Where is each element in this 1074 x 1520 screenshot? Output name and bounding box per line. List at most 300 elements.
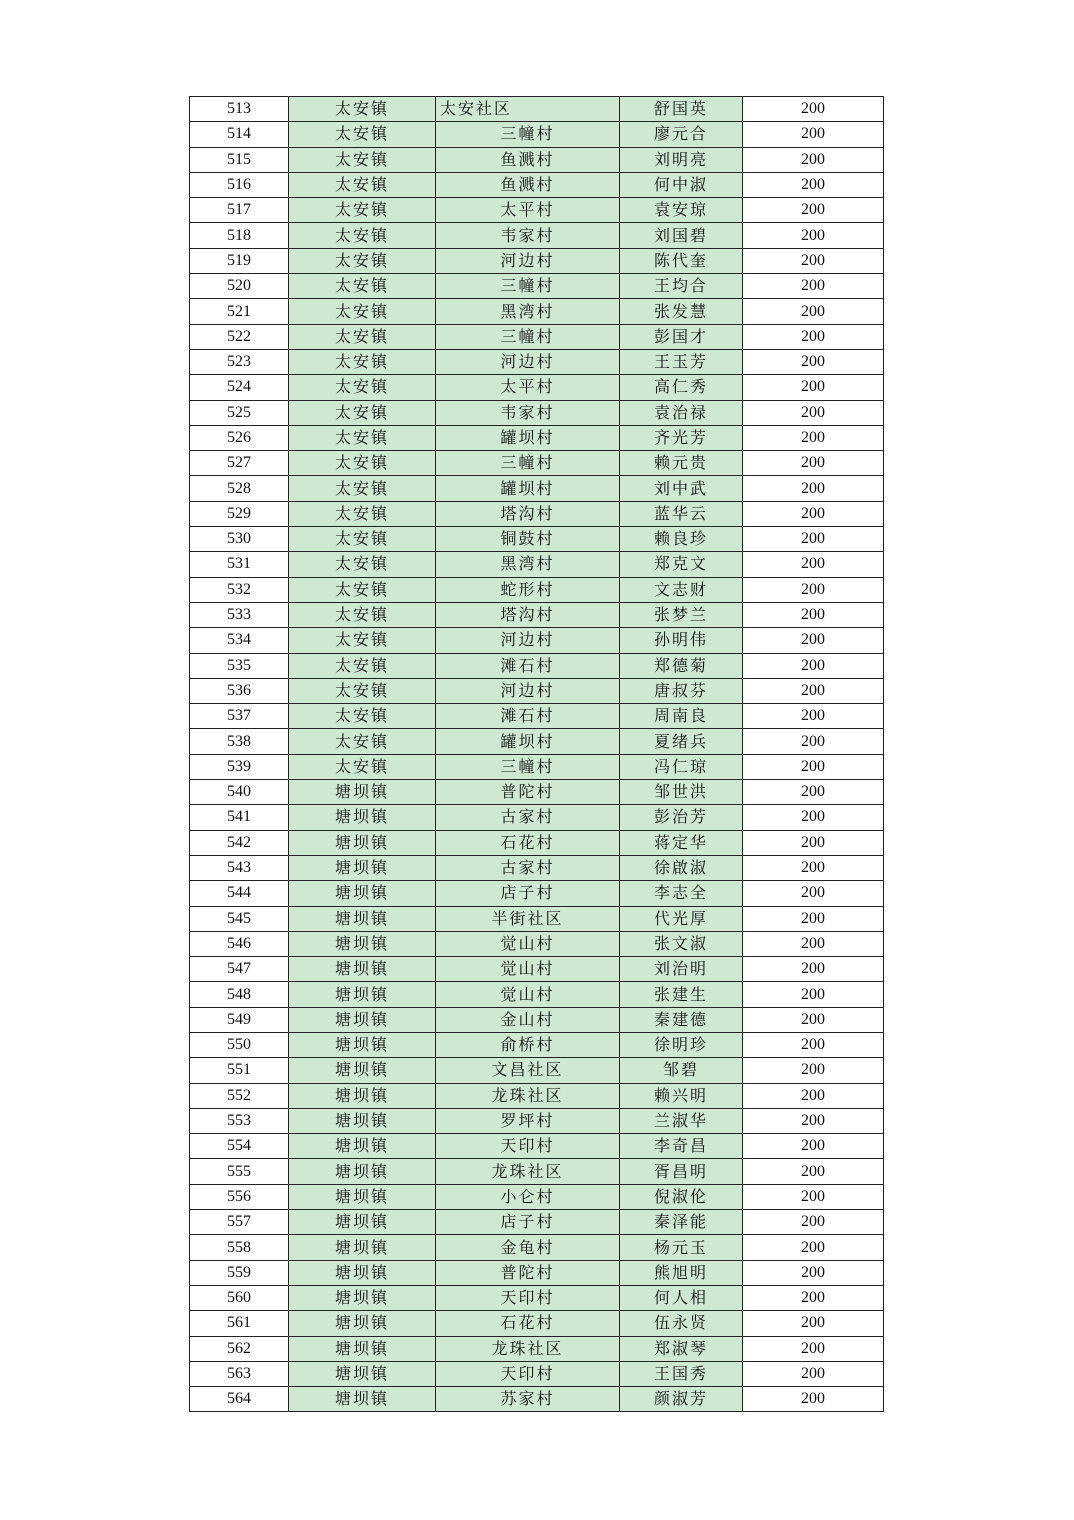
village-cell: 店子村 xyxy=(436,881,620,906)
row-number-cell: 561 xyxy=(190,1311,289,1336)
amount-cell: 200 xyxy=(743,577,884,602)
town-cell: 太安镇 xyxy=(289,324,436,349)
town-cell: 塘坝镇 xyxy=(289,1134,436,1159)
row-number-cell: 556 xyxy=(190,1184,289,1209)
amount-cell: 200 xyxy=(743,881,884,906)
town-cell: 太安镇 xyxy=(289,223,436,248)
row-number-cell: 521 xyxy=(190,299,289,324)
amount-cell: 200 xyxy=(743,1032,884,1057)
town-cell: 塘坝镇 xyxy=(289,830,436,855)
table-row xyxy=(190,552,884,577)
amount-cell: 200 xyxy=(743,147,884,172)
town-cell: 太安镇 xyxy=(289,375,436,400)
row-number-cell: 539 xyxy=(190,754,289,779)
town-cell: 太安镇 xyxy=(289,754,436,779)
town-cell: 太安镇 xyxy=(289,729,436,754)
amount-cell: 200 xyxy=(743,527,884,552)
village-cell: 俞桥村 xyxy=(436,1032,620,1057)
town-cell: 塘坝镇 xyxy=(289,931,436,956)
town-cell: 塘坝镇 xyxy=(289,805,436,830)
village-cell: 河边村 xyxy=(436,248,620,273)
table-row xyxy=(190,1311,884,1336)
amount-cell: 200 xyxy=(743,1083,884,1108)
village-cell: 觉山村 xyxy=(436,931,620,956)
row-number-cell: 564 xyxy=(190,1387,289,1412)
person-name-cell: 孙明伟 xyxy=(620,628,743,653)
row-number-cell: 527 xyxy=(190,451,289,476)
town-cell: 太安镇 xyxy=(289,172,436,197)
row-number-cell: 530 xyxy=(190,527,289,552)
town-cell: 太安镇 xyxy=(289,704,436,729)
row-number-cell: 540 xyxy=(190,780,289,805)
town-cell: 太安镇 xyxy=(289,653,436,678)
village-cell: 铜鼓村 xyxy=(436,527,620,552)
village-cell: 觉山村 xyxy=(436,982,620,1007)
village-cell: 三幢村 xyxy=(436,451,620,476)
amount-cell: 200 xyxy=(743,122,884,147)
amount-cell: 200 xyxy=(743,729,884,754)
village-cell: 黑湾村 xyxy=(436,299,620,324)
row-number-cell: 552 xyxy=(190,1083,289,1108)
table-row xyxy=(190,451,884,476)
table-row xyxy=(190,476,884,501)
amount-cell: 200 xyxy=(743,830,884,855)
row-number-cell: 558 xyxy=(190,1235,289,1260)
person-name-cell: 袁治禄 xyxy=(620,400,743,425)
row-number-cell: 515 xyxy=(190,147,289,172)
person-name-cell: 王均合 xyxy=(620,274,743,299)
town-cell: 塘坝镇 xyxy=(289,1285,436,1310)
table-row xyxy=(190,1159,884,1184)
table-row xyxy=(190,274,884,299)
row-number-cell: 550 xyxy=(190,1032,289,1057)
amount-cell: 200 xyxy=(743,324,884,349)
village-cell: 金山村 xyxy=(436,1007,620,1032)
amount-cell: 200 xyxy=(743,653,884,678)
amount-cell: 200 xyxy=(743,299,884,324)
village-cell: 滩石村 xyxy=(436,704,620,729)
row-number-cell: 532 xyxy=(190,577,289,602)
table-row xyxy=(190,577,884,602)
village-cell: 古家村 xyxy=(436,855,620,880)
amount-cell: 200 xyxy=(743,349,884,374)
amount-cell: 200 xyxy=(743,1336,884,1361)
town-cell: 太安镇 xyxy=(289,678,436,703)
town-cell: 太安镇 xyxy=(289,577,436,602)
amount-cell: 200 xyxy=(743,1361,884,1386)
table-row xyxy=(190,1285,884,1310)
row-number-cell: 547 xyxy=(190,957,289,982)
table-row xyxy=(190,1361,884,1386)
amount-cell: 200 xyxy=(743,476,884,501)
row-number-cell: 563 xyxy=(190,1361,289,1386)
amount-cell: 200 xyxy=(743,906,884,931)
table-body xyxy=(190,97,884,1412)
row-number-cell: 557 xyxy=(190,1210,289,1235)
row-number-cell: 537 xyxy=(190,704,289,729)
row-number-cell: 543 xyxy=(190,855,289,880)
town-cell: 塘坝镇 xyxy=(289,1184,436,1209)
village-cell: 滩石村 xyxy=(436,653,620,678)
row-number-cell: 518 xyxy=(190,223,289,248)
town-cell: 太安镇 xyxy=(289,527,436,552)
person-name-cell: 刘中武 xyxy=(620,476,743,501)
town-cell: 塘坝镇 xyxy=(289,855,436,880)
row-number-cell: 542 xyxy=(190,830,289,855)
town-cell: 塘坝镇 xyxy=(289,1108,436,1133)
row-number-cell: 541 xyxy=(190,805,289,830)
amount-cell: 200 xyxy=(743,274,884,299)
village-cell: 石花村 xyxy=(436,1311,620,1336)
amount-cell: 200 xyxy=(743,198,884,223)
row-number-cell: 525 xyxy=(190,400,289,425)
town-cell: 太安镇 xyxy=(289,552,436,577)
amount-cell: 200 xyxy=(743,97,884,122)
person-name-cell: 张建生 xyxy=(620,982,743,1007)
person-name-cell: 颜淑芳 xyxy=(620,1387,743,1412)
person-name-cell: 蒋定华 xyxy=(620,830,743,855)
table-row xyxy=(190,1058,884,1083)
table-row xyxy=(190,602,884,627)
person-name-cell: 何人相 xyxy=(620,1285,743,1310)
table-row xyxy=(190,931,884,956)
person-name-cell: 伍永贤 xyxy=(620,1311,743,1336)
table-row xyxy=(190,1032,884,1057)
village-cell: 普陀村 xyxy=(436,780,620,805)
table-row xyxy=(190,805,884,830)
person-name-cell: 文志财 xyxy=(620,577,743,602)
person-name-cell: 周南良 xyxy=(620,704,743,729)
table-row xyxy=(190,97,884,122)
table-row xyxy=(190,349,884,374)
village-cell: 塔沟村 xyxy=(436,501,620,526)
person-name-cell: 张文淑 xyxy=(620,931,743,956)
village-cell: 黑湾村 xyxy=(436,552,620,577)
person-name-cell: 郑克文 xyxy=(620,552,743,577)
row-number-cell: 516 xyxy=(190,172,289,197)
town-cell: 太安镇 xyxy=(289,248,436,273)
table-row xyxy=(190,1108,884,1133)
row-number-cell: 546 xyxy=(190,931,289,956)
table-row xyxy=(190,1235,884,1260)
amount-cell: 200 xyxy=(743,982,884,1007)
row-number-cell: 549 xyxy=(190,1007,289,1032)
person-name-cell: 倪淑伦 xyxy=(620,1184,743,1209)
amount-cell: 200 xyxy=(743,602,884,627)
table-row xyxy=(190,527,884,552)
village-cell: 韦家村 xyxy=(436,400,620,425)
amount-cell: 200 xyxy=(743,1260,884,1285)
table-row xyxy=(190,324,884,349)
person-name-cell: 蓝华云 xyxy=(620,501,743,526)
table-row xyxy=(190,248,884,273)
amount-cell: 200 xyxy=(743,704,884,729)
table-row xyxy=(190,957,884,982)
village-cell: 罐坝村 xyxy=(436,425,620,450)
row-number-cell: 559 xyxy=(190,1260,289,1285)
person-name-cell: 陈代奎 xyxy=(620,248,743,273)
row-number-cell: 520 xyxy=(190,274,289,299)
town-cell: 塘坝镇 xyxy=(289,780,436,805)
row-number-cell: 519 xyxy=(190,248,289,273)
village-cell: 太平村 xyxy=(436,198,620,223)
town-cell: 塘坝镇 xyxy=(289,1235,436,1260)
row-number-cell: 555 xyxy=(190,1159,289,1184)
row-number-cell: 513 xyxy=(190,97,289,122)
village-cell: 河边村 xyxy=(436,678,620,703)
amount-cell: 200 xyxy=(743,1184,884,1209)
person-name-cell: 齐光芳 xyxy=(620,425,743,450)
town-cell: 塘坝镇 xyxy=(289,1361,436,1386)
row-number-cell: 560 xyxy=(190,1285,289,1310)
row-number-cell: 529 xyxy=(190,501,289,526)
village-cell: 三幢村 xyxy=(436,122,620,147)
town-cell: 塘坝镇 xyxy=(289,982,436,1007)
table-row xyxy=(190,906,884,931)
village-cell: 三幢村 xyxy=(436,274,620,299)
town-cell: 太安镇 xyxy=(289,198,436,223)
village-cell: 太安社区 xyxy=(436,97,620,122)
amount-cell: 200 xyxy=(743,451,884,476)
row-number-cell: 551 xyxy=(190,1058,289,1083)
row-number-cell: 536 xyxy=(190,678,289,703)
table-row xyxy=(190,1134,884,1159)
town-cell: 塘坝镇 xyxy=(289,1058,436,1083)
town-cell: 太安镇 xyxy=(289,602,436,627)
table-row xyxy=(190,1083,884,1108)
town-cell: 太安镇 xyxy=(289,425,436,450)
village-cell: 三幢村 xyxy=(436,754,620,779)
person-name-cell: 杨元玉 xyxy=(620,1235,743,1260)
town-cell: 太安镇 xyxy=(289,147,436,172)
table-row xyxy=(190,830,884,855)
table-row xyxy=(190,653,884,678)
town-cell: 塘坝镇 xyxy=(289,881,436,906)
row-number-cell: 526 xyxy=(190,425,289,450)
row-number-cell: 544 xyxy=(190,881,289,906)
amount-cell: 200 xyxy=(743,1007,884,1032)
person-name-cell: 高仁秀 xyxy=(620,375,743,400)
row-number-cell: 535 xyxy=(190,653,289,678)
table-row xyxy=(190,147,884,172)
amount-cell: 200 xyxy=(743,1058,884,1083)
row-number-cell: 524 xyxy=(190,375,289,400)
town-cell: 太安镇 xyxy=(289,501,436,526)
row-number-cell: 538 xyxy=(190,729,289,754)
village-cell: 龙珠社区 xyxy=(436,1336,620,1361)
town-cell: 塘坝镇 xyxy=(289,1387,436,1412)
table-row xyxy=(190,704,884,729)
town-cell: 太安镇 xyxy=(289,476,436,501)
person-name-cell: 王国秀 xyxy=(620,1361,743,1386)
town-cell: 塘坝镇 xyxy=(289,1032,436,1057)
village-cell: 塔沟村 xyxy=(436,602,620,627)
table-row xyxy=(190,1210,884,1235)
person-name-cell: 彭治芳 xyxy=(620,805,743,830)
row-number-cell: 554 xyxy=(190,1134,289,1159)
table-row xyxy=(190,1184,884,1209)
amount-cell: 200 xyxy=(743,1311,884,1336)
table-row xyxy=(190,1260,884,1285)
table-row xyxy=(190,1007,884,1032)
town-cell: 太安镇 xyxy=(289,451,436,476)
town-cell: 塘坝镇 xyxy=(289,1336,436,1361)
person-name-cell: 张发慧 xyxy=(620,299,743,324)
table-row xyxy=(190,1336,884,1361)
table-row xyxy=(190,982,884,1007)
town-cell: 塘坝镇 xyxy=(289,1311,436,1336)
row-number-cell: 533 xyxy=(190,602,289,627)
subsidy-table xyxy=(189,96,884,1412)
village-cell: 罐坝村 xyxy=(436,476,620,501)
row-number-cell: 523 xyxy=(190,349,289,374)
town-cell: 塘坝镇 xyxy=(289,1007,436,1032)
person-name-cell: 邹世洪 xyxy=(620,780,743,805)
row-number-cell: 531 xyxy=(190,552,289,577)
town-cell: 塘坝镇 xyxy=(289,957,436,982)
row-number-cell: 522 xyxy=(190,324,289,349)
table-row xyxy=(190,223,884,248)
person-name-cell: 刘治明 xyxy=(620,957,743,982)
amount-cell: 200 xyxy=(743,780,884,805)
person-name-cell: 廖元合 xyxy=(620,122,743,147)
person-name-cell: 李志全 xyxy=(620,881,743,906)
village-cell: 河边村 xyxy=(436,349,620,374)
row-number-cell: 514 xyxy=(190,122,289,147)
town-cell: 太安镇 xyxy=(289,97,436,122)
amount-cell: 200 xyxy=(743,425,884,450)
person-name-cell: 赖良珍 xyxy=(620,527,743,552)
town-cell: 塘坝镇 xyxy=(289,1210,436,1235)
person-name-cell: 郑德菊 xyxy=(620,653,743,678)
amount-cell: 200 xyxy=(743,957,884,982)
table-row xyxy=(190,172,884,197)
town-cell: 太安镇 xyxy=(289,122,436,147)
table-row xyxy=(190,299,884,324)
amount-cell: 200 xyxy=(743,400,884,425)
table-row xyxy=(190,628,884,653)
table-row xyxy=(190,780,884,805)
amount-cell: 200 xyxy=(743,754,884,779)
person-name-cell: 赖兴明 xyxy=(620,1083,743,1108)
table-row xyxy=(190,678,884,703)
amount-cell: 200 xyxy=(743,1285,884,1310)
amount-cell: 200 xyxy=(743,248,884,273)
person-name-cell: 赖元贵 xyxy=(620,451,743,476)
person-name-cell: 兰淑华 xyxy=(620,1108,743,1133)
village-cell: 半街社区 xyxy=(436,906,620,931)
village-cell: 龙珠社区 xyxy=(436,1083,620,1108)
table-row xyxy=(190,729,884,754)
amount-cell: 200 xyxy=(743,1134,884,1159)
person-name-cell: 代光厚 xyxy=(620,906,743,931)
person-name-cell: 夏绪兵 xyxy=(620,729,743,754)
row-number-cell: 528 xyxy=(190,476,289,501)
person-name-cell: 彭国才 xyxy=(620,324,743,349)
village-cell: 韦家村 xyxy=(436,223,620,248)
row-number-cell: 534 xyxy=(190,628,289,653)
person-name-cell: 熊旭明 xyxy=(620,1260,743,1285)
person-name-cell: 何中淑 xyxy=(620,172,743,197)
person-name-cell: 秦泽能 xyxy=(620,1210,743,1235)
person-name-cell: 刘明亮 xyxy=(620,147,743,172)
person-name-cell: 王玉芳 xyxy=(620,349,743,374)
amount-cell: 200 xyxy=(743,1210,884,1235)
village-cell: 店子村 xyxy=(436,1210,620,1235)
row-number-cell: 562 xyxy=(190,1336,289,1361)
row-number-cell: 548 xyxy=(190,982,289,1007)
amount-cell: 200 xyxy=(743,1387,884,1412)
amount-cell: 200 xyxy=(743,375,884,400)
town-cell: 塘坝镇 xyxy=(289,906,436,931)
amount-cell: 200 xyxy=(743,1159,884,1184)
person-name-cell: 徐啟淑 xyxy=(620,855,743,880)
person-name-cell: 郑淑琴 xyxy=(620,1336,743,1361)
person-name-cell: 唐叔芬 xyxy=(620,678,743,703)
person-name-cell: 邹碧 xyxy=(620,1058,743,1083)
person-name-cell: 秦建德 xyxy=(620,1007,743,1032)
village-cell: 石花村 xyxy=(436,830,620,855)
table-row xyxy=(190,122,884,147)
amount-cell: 200 xyxy=(743,678,884,703)
village-cell: 古家村 xyxy=(436,805,620,830)
amount-cell: 200 xyxy=(743,172,884,197)
amount-cell: 200 xyxy=(743,855,884,880)
village-cell: 小仑村 xyxy=(436,1184,620,1209)
amount-cell: 200 xyxy=(743,223,884,248)
amount-cell: 200 xyxy=(743,1108,884,1133)
table-row xyxy=(190,754,884,779)
table-row xyxy=(190,881,884,906)
village-cell: 三幢村 xyxy=(436,324,620,349)
table-row xyxy=(190,375,884,400)
village-cell: 龙珠社区 xyxy=(436,1159,620,1184)
person-name-cell: 冯仁琼 xyxy=(620,754,743,779)
town-cell: 太安镇 xyxy=(289,349,436,374)
row-number-cell: 545 xyxy=(190,906,289,931)
amount-cell: 200 xyxy=(743,501,884,526)
town-cell: 塘坝镇 xyxy=(289,1260,436,1285)
village-cell: 觉山村 xyxy=(436,957,620,982)
amount-cell: 200 xyxy=(743,931,884,956)
village-cell: 鱼溅村 xyxy=(436,147,620,172)
amount-cell: 200 xyxy=(743,552,884,577)
amount-cell: 200 xyxy=(743,805,884,830)
table-row xyxy=(190,198,884,223)
town-cell: 塘坝镇 xyxy=(289,1083,436,1108)
row-number-cell: 553 xyxy=(190,1108,289,1133)
table-row xyxy=(190,501,884,526)
town-cell: 太安镇 xyxy=(289,400,436,425)
person-name-cell: 刘国碧 xyxy=(620,223,743,248)
person-name-cell: 徐明珍 xyxy=(620,1032,743,1057)
village-cell: 太平村 xyxy=(436,375,620,400)
village-cell: 苏家村 xyxy=(436,1387,620,1412)
village-cell: 普陀村 xyxy=(436,1260,620,1285)
person-name-cell: 袁安琼 xyxy=(620,198,743,223)
person-name-cell: 李奇昌 xyxy=(620,1134,743,1159)
person-name-cell: 舒国英 xyxy=(620,97,743,122)
village-cell: 罐坝村 xyxy=(436,729,620,754)
village-cell: 罗坪村 xyxy=(436,1108,620,1133)
amount-cell: 200 xyxy=(743,628,884,653)
table-row xyxy=(190,425,884,450)
town-cell: 太安镇 xyxy=(289,299,436,324)
amount-cell: 200 xyxy=(743,1235,884,1260)
village-cell: 鱼溅村 xyxy=(436,172,620,197)
row-number-cell: 517 xyxy=(190,198,289,223)
table-row xyxy=(190,400,884,425)
